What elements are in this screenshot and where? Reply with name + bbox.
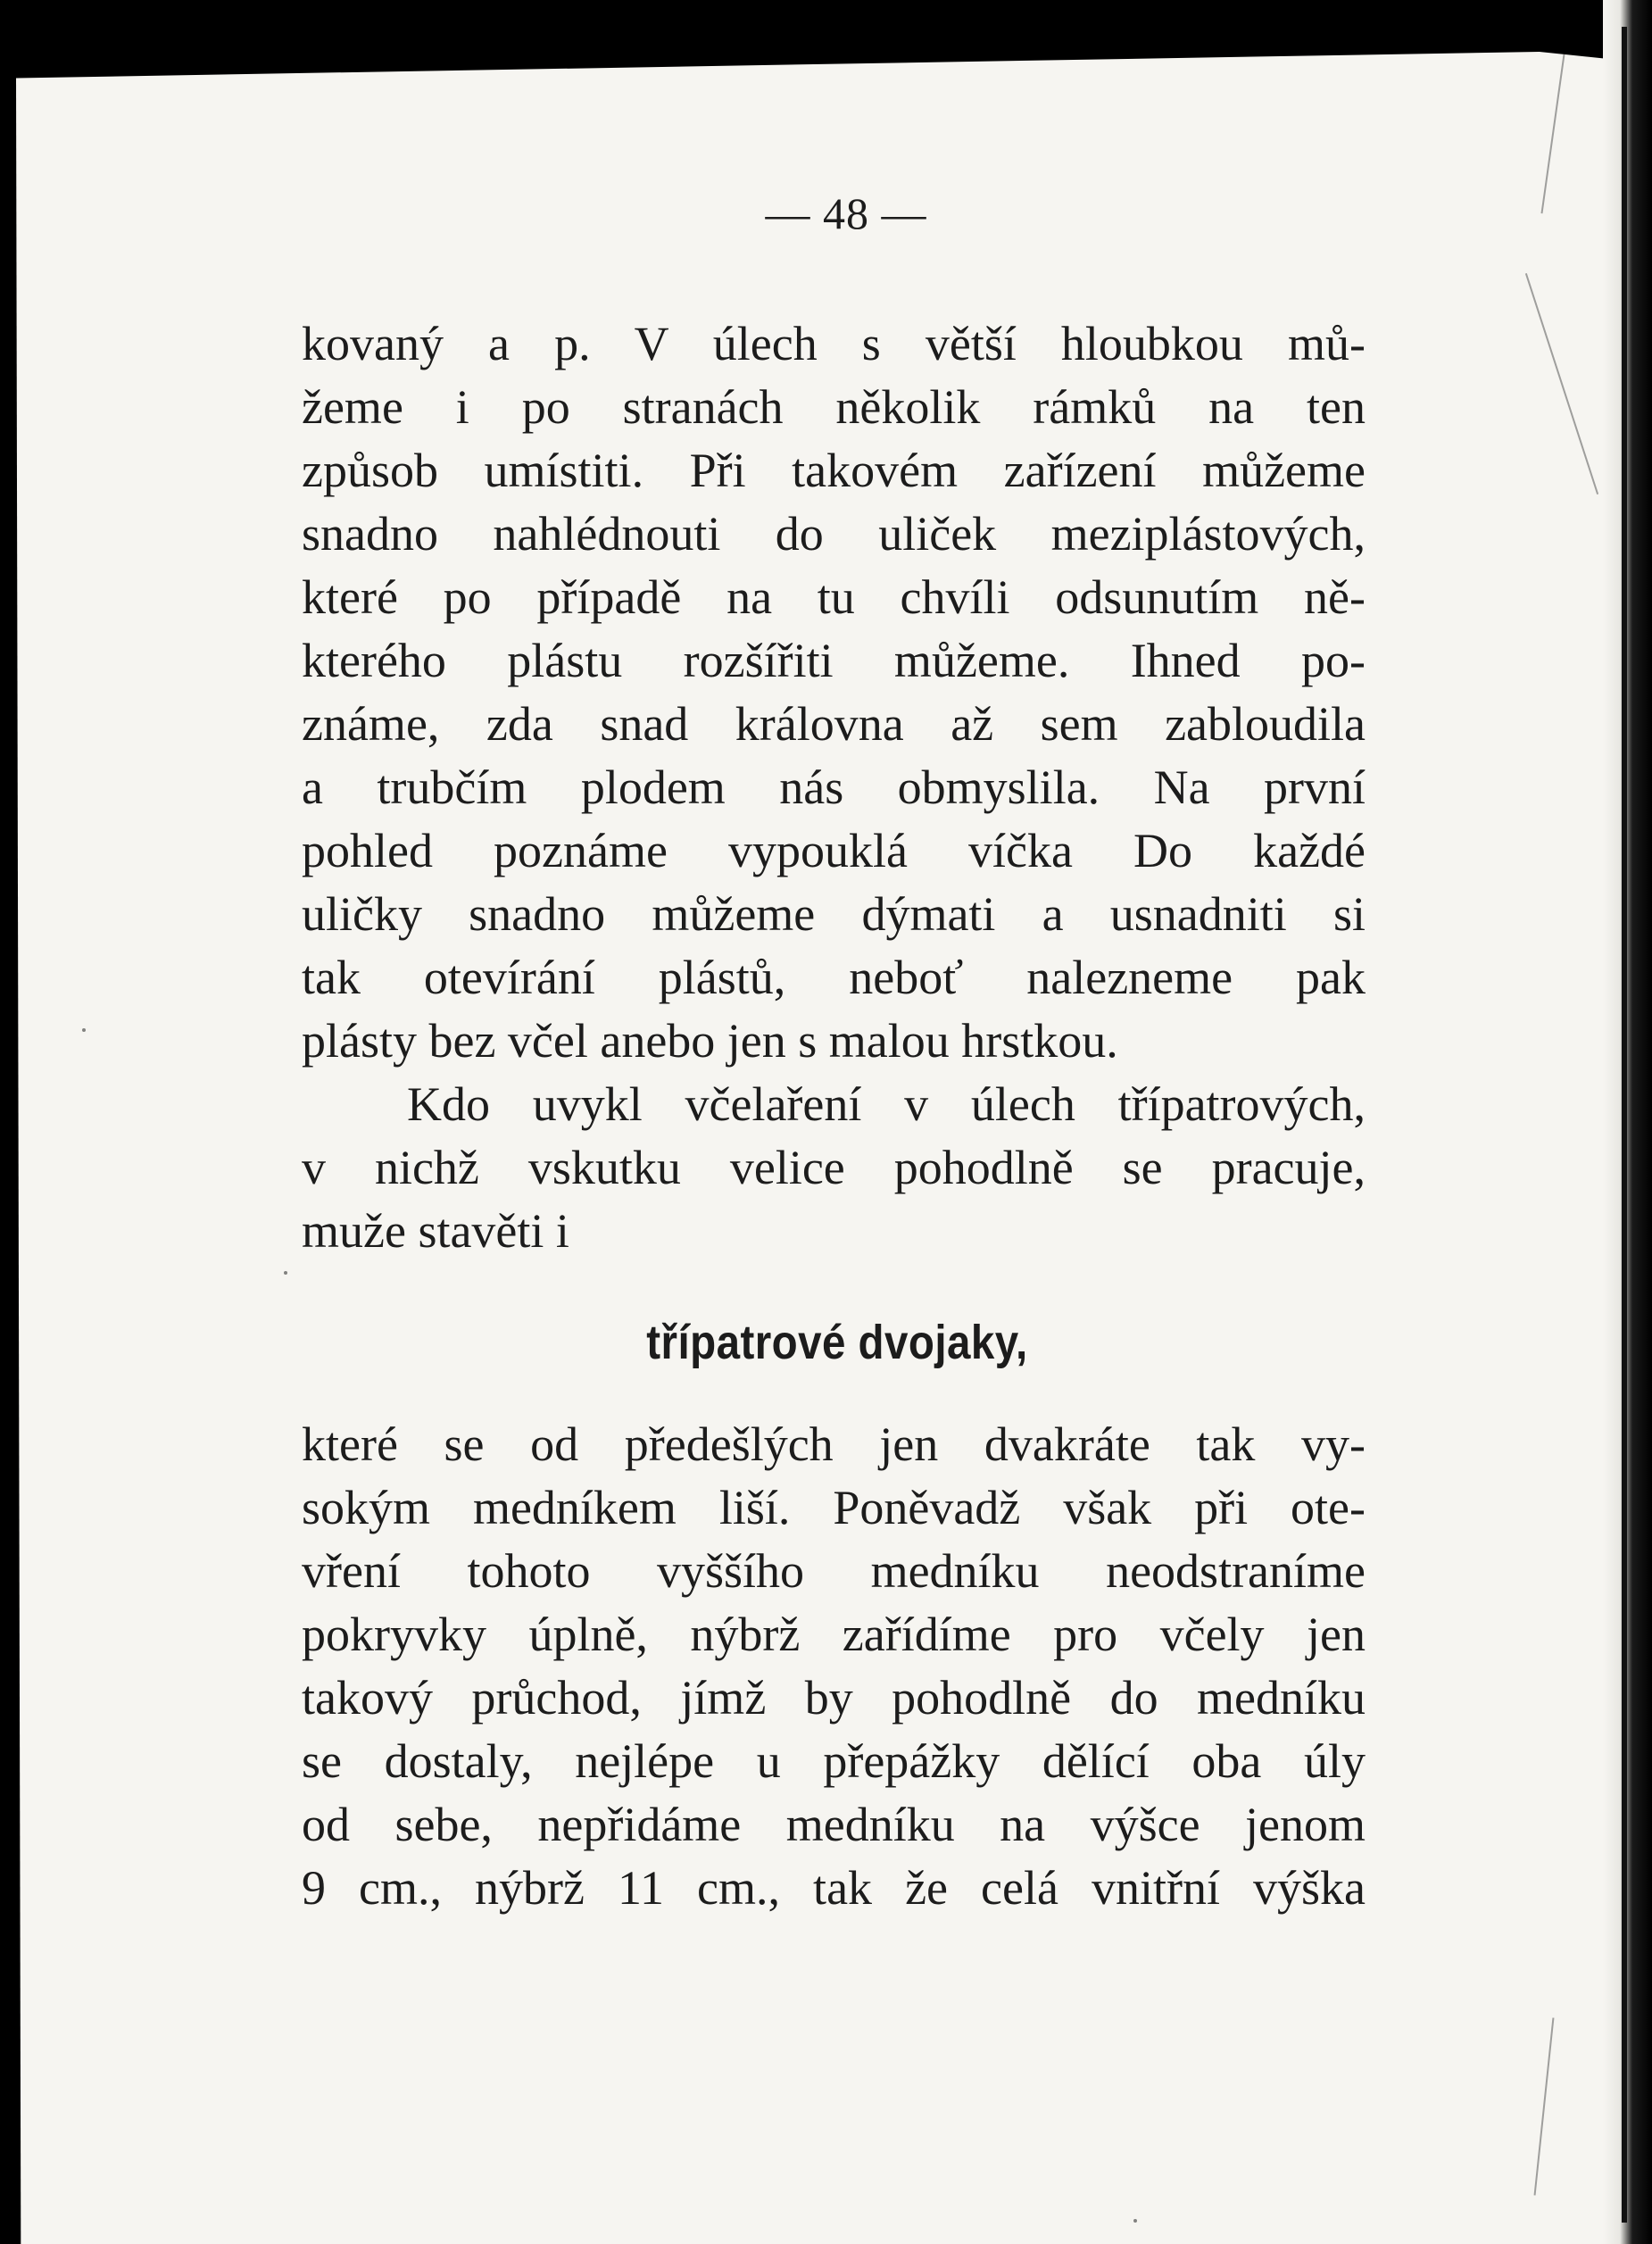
paragraph-3 [302, 1413, 1373, 1920]
text-line: plásty bez včel anebo jen s malou hrstkou. [302, 1014, 1118, 1068]
page-number: — 48 — [765, 188, 927, 238]
text-line: od sebe, nepřidáme medníku na výšce jenom [302, 1798, 1366, 1851]
paragraph-2 [302, 1073, 1373, 1263]
page-text [302, 187, 1373, 1920]
text-line: pohled poznáme vypouklá víčka Do každé [302, 824, 1366, 877]
text-line: takový průchod, jímž by pohodlně do medníku [302, 1671, 1366, 1725]
text-line: způsob umístiti. Při takovém zařízení můžeme [302, 444, 1366, 497]
text-line: a trubčím plodem nás obmyslila. Na první [302, 760, 1366, 814]
text-line: se dostaly, nejlépe u přepážky dělící oba úly [302, 1734, 1366, 1788]
text-line: pokryvky úplně, nýbrž zařídíme pro včely jen [302, 1608, 1366, 1661]
text-line: tak otevírání plástů, neboť nalezneme pak [302, 951, 1366, 1004]
page-edge-shadow [1603, 0, 1652, 2244]
text-line: v nichž vskutku velice pohodlně se pracuje, [302, 1141, 1366, 1194]
text-line: kovaný a p. V úlech s větší hloubkou mů- [302, 317, 1366, 370]
text-line: 9 cm., nýbrž 11 cm., tak že celá vnitřní výška [302, 1861, 1366, 1915]
text-line: Kdo uvykl včelaření v úlech třípatrových, [407, 1077, 1366, 1131]
text-line: které po případě na tu chvíli odsunutím ně- [302, 570, 1366, 624]
dust-speck [284, 1271, 287, 1275]
section-heading: třípatrové dvojaky, [646, 1316, 1028, 1369]
text-line: snadno nahlédnouti do uliček meziplástových, [302, 507, 1366, 561]
dust-speck [1133, 2219, 1137, 2223]
text-line: žeme i po stranách několik rámků na ten [302, 380, 1366, 434]
text-line: vření tohoto vyššího medníku neodstraníme [302, 1544, 1366, 1598]
text-line: sokým medníkem liší. Poněvadž však při ote- [302, 1481, 1366, 1534]
book-edge [1622, 27, 1627, 2223]
text-line: uličky snadno můžeme dýmati a usnadniti si [302, 887, 1366, 941]
text-line: známe, zda snad královna až sem zabloudila [302, 697, 1366, 751]
text-line: muže stavěti i [302, 1204, 569, 1258]
text-line: které se od předešlých jen dvakráte tak vy- [302, 1417, 1366, 1471]
text-line: kterého plástu rozšířiti můžeme. Ihned po- [302, 634, 1366, 687]
dust-speck [82, 1028, 86, 1032]
paragraph-1 [302, 312, 1373, 1073]
